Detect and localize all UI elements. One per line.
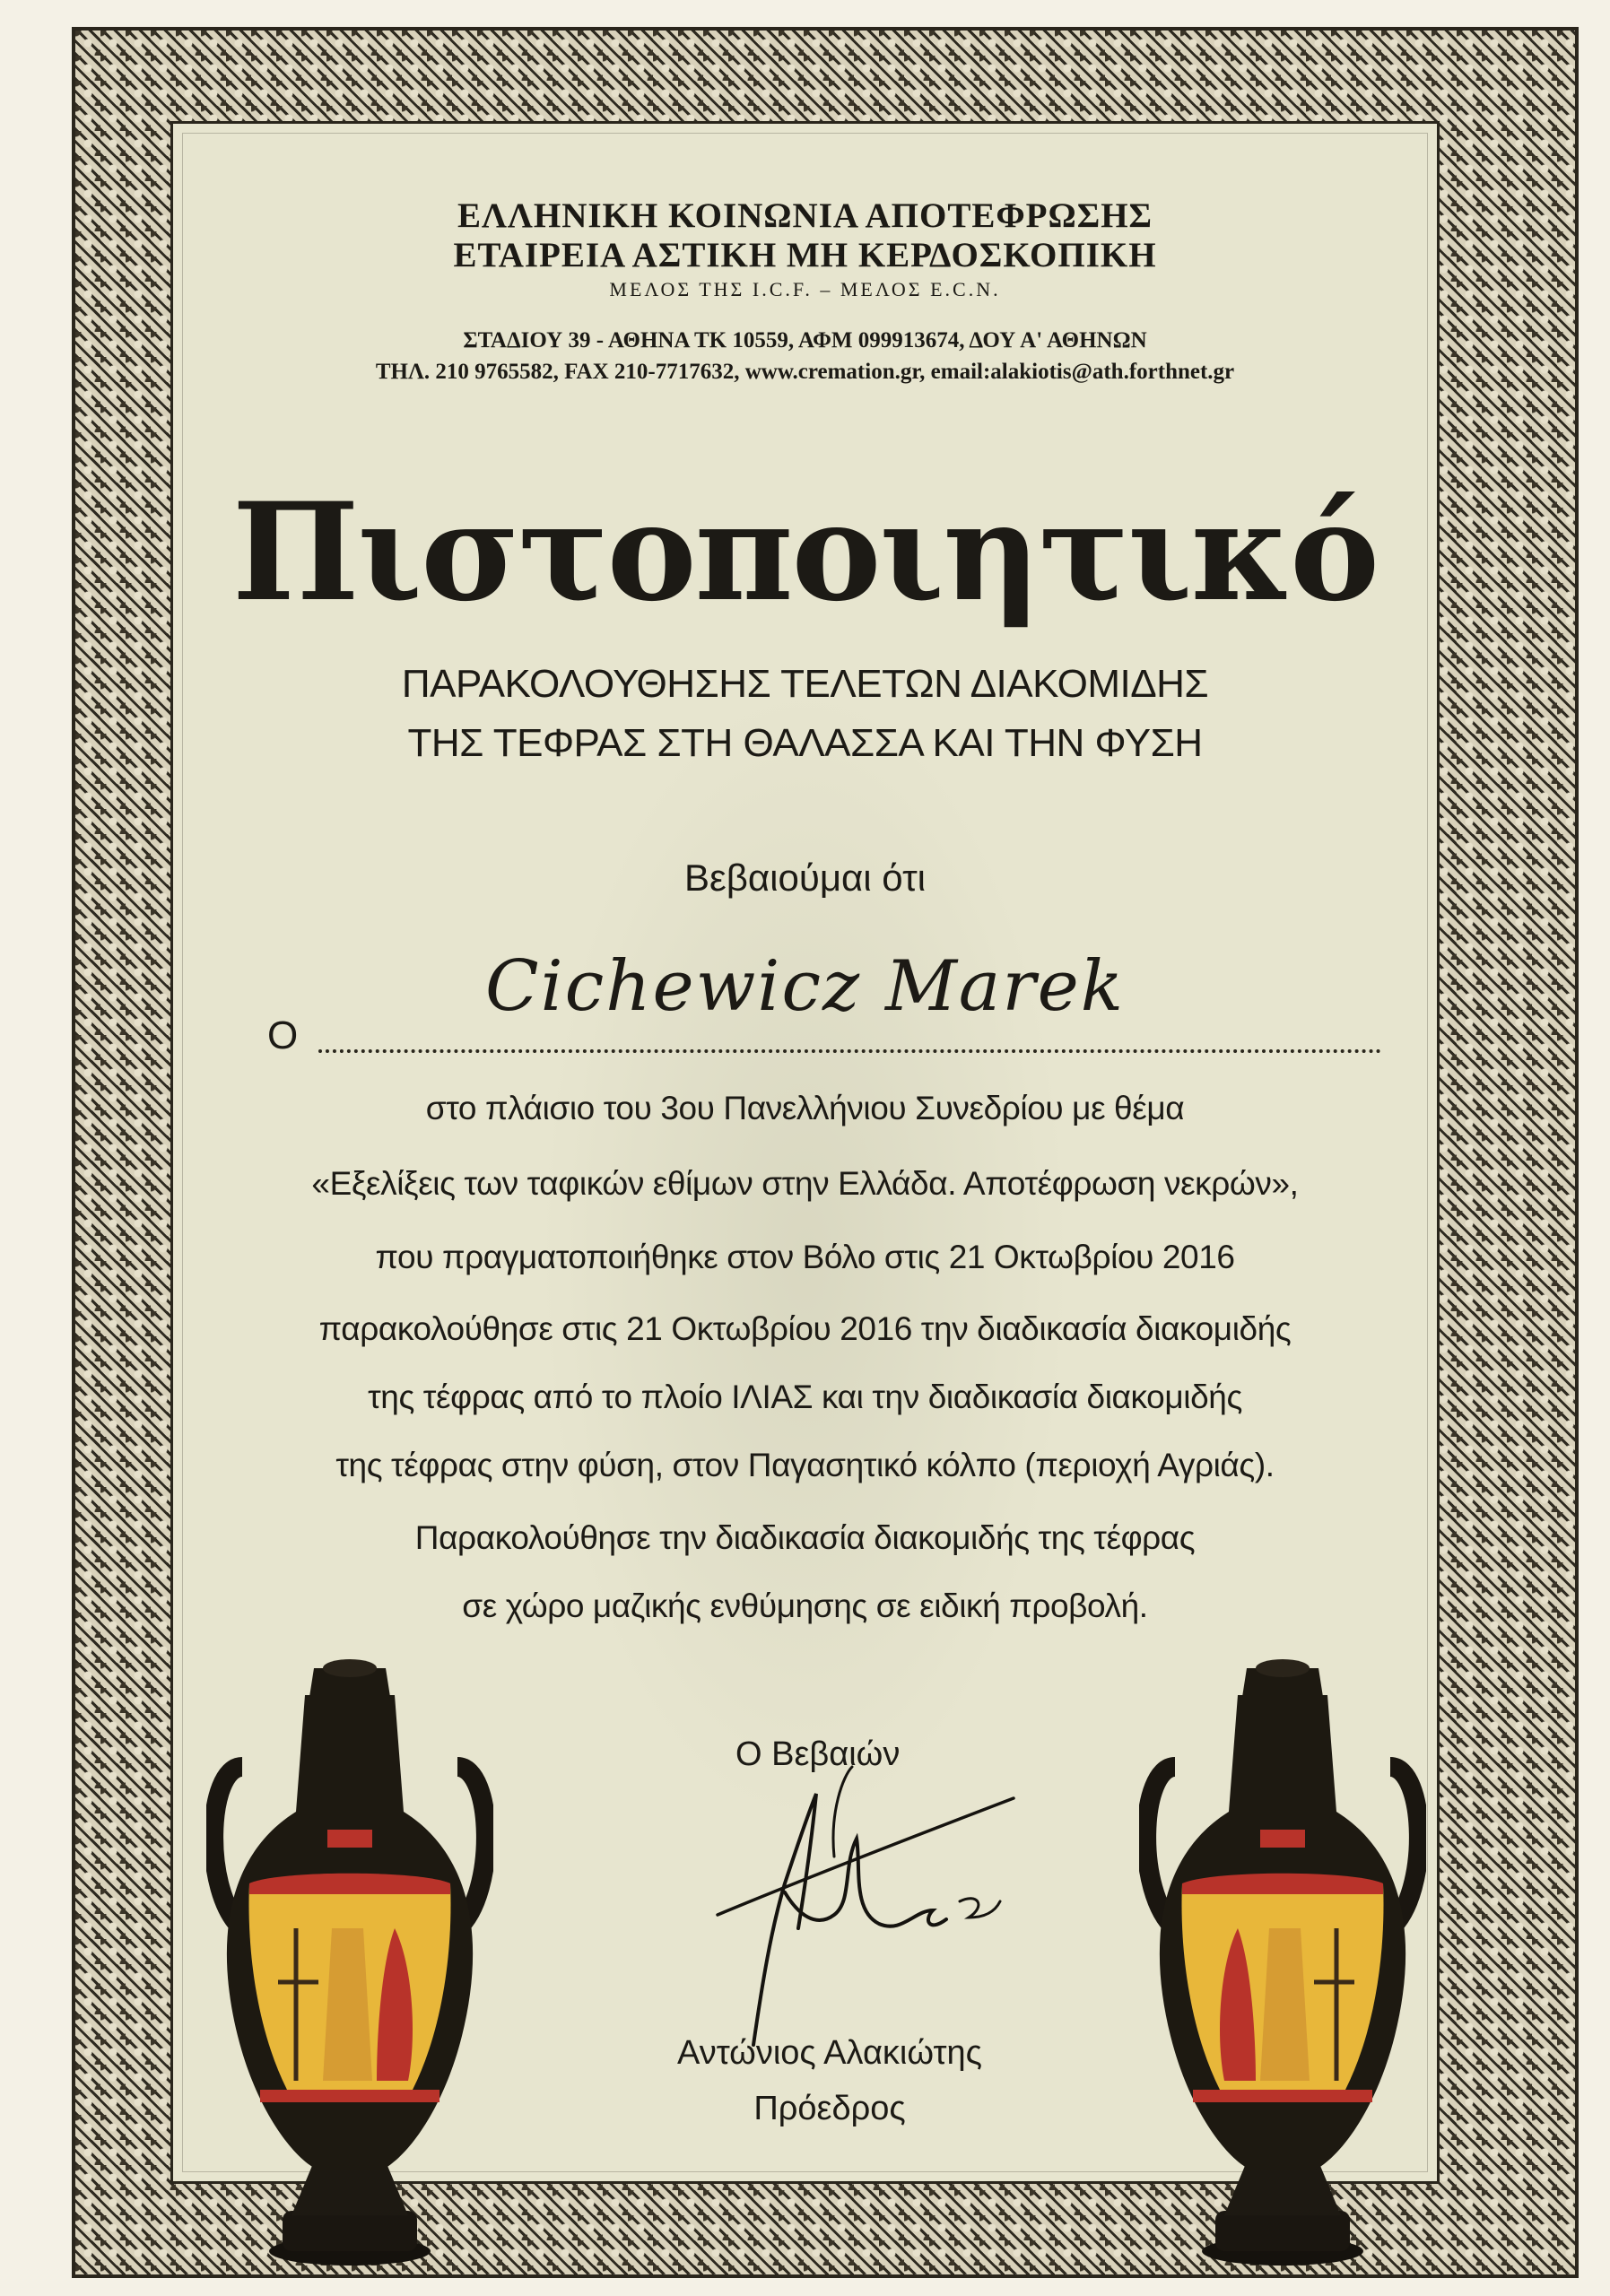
membership-line: ΜΕΛΟΣ ΤΗΣ I.C.F. – ΜΕΛΟΣ E.C.N. [609,278,1001,300]
signer-name: Αντώνιος Αλακιώτης [677,2034,982,2072]
org-name-line1: ΕΛΛΗΝΙΚΗ ΚΟΙΝΩΝΙΑ ΑΠΟΤΕΦΡΩΣΗΣ [457,196,1153,235]
body-line: παρακολούθησε στις 21 Οκτωβρίου 2016 την διαδικασία διακομιδής [318,1310,1292,1347]
certifier-label: Ο Βεβαιών [735,1735,901,1773]
recipient-name: Cichewicz Marek [484,946,1126,1027]
certificate-title: Πιστοποιητικό [231,474,1379,631]
signer-role: Πρόεδρος [753,2090,906,2127]
certify-phrase: Βεβαιούμαι ότι [683,857,926,899]
article-label: Ο [267,1013,299,1057]
amphora-vase-icon [206,1659,493,2269]
body-line: «Εξελίξεις των ταφικών εθίμων στην Ελλάδα. Αποτέφρωση νεκρών», [311,1165,1299,1202]
name-dotted-line [318,1049,1381,1053]
subtitle-line2: ΤΗΣ ΤΕΦΡΑΣ ΣΤΗ ΘΑΛΑΣΣΑ ΚΑΙ ΤΗΝ ΦΥΣΗ [407,721,1203,765]
handwritten-signature [700,1758,1023,2054]
body-line: στο πλάισιο του 3ου Πανελλήνιου Συνεδρίου με θέμα [425,1090,1185,1126]
address-line1: ΣΤΑΔΙΟΥ 39 - ΑΘΗΝΑ ΤΚ 10559, ΑΦΜ 099913674, ΔΟΥ Α' ΑΘΗΝΩΝ [463,328,1147,352]
subtitle-line1: ΠΑΡΑΚΟΛΟΥΘΗΣΗΣ ΤΕΛΕΤΩΝ ΔΙΑΚΟΜΙΔΗΣ [401,662,1209,706]
body-line: της τέφρας από το πλοίο ΙΛΙΑΣ και την διαδικασία διακομιδής [368,1378,1242,1415]
body-line: Παρακολούθησε την διαδικασία διακομιδής της τέφρας [414,1519,1196,1556]
address-line2: ΤΗΛ. 210 9765582, FAX 210-7717632, www.cremation.gr, email:alakiotis@ath.forthnet.gr [375,360,1235,384]
amphora-vase-icon [1139,1659,1426,2269]
org-name-line2: ΕΤΑΙΡΕΙΑ ΑΣΤΙΚΗ ΜΗ ΚΕΡΔΟΣΚΟΠΙΚΗ [453,236,1157,274]
body-line: σε χώρο μαζικής ενθύμησης σε ειδική προβολή. [462,1587,1148,1624]
body-line: που πραγματοποιήθηκε στον Βόλο στις 21 Οκτωβρίου 2016 [375,1239,1235,1275]
body-line: της τέφρας στην φύση, στον Παγασητικό κόλπο (περιοχή Αγριάς). [335,1447,1275,1483]
